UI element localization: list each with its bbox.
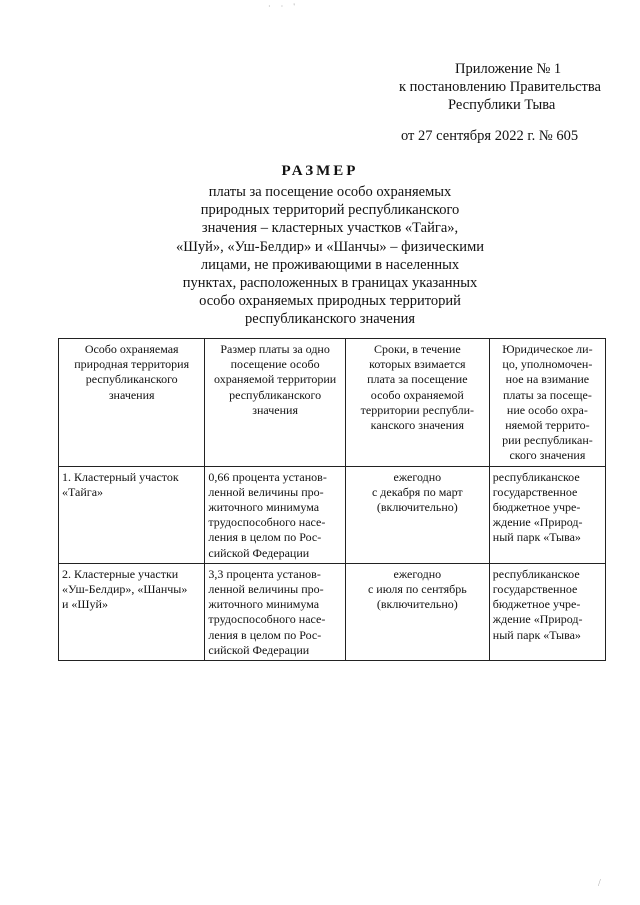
header-period [345,339,489,467]
appendix-line: Приложение № 1 [455,61,562,77]
cell-entity [489,563,605,660]
cell-line: ждение «Природ- [492,612,583,627]
fee-table [58,338,606,661]
header-line: канского значения [370,418,464,433]
header-line: Сроки, в течение [373,342,461,356]
header-line: особо охраняемой [370,387,464,402]
cell-line: сийской Федерации [208,642,310,657]
cell-line: «Уш-Белдир», «Шанчы» [62,582,188,597]
table-row [59,563,606,660]
header-line: ского значения [509,448,586,463]
cell-line: бюджетное учре- [492,597,581,612]
header-territory [59,339,205,467]
header-line: платы за посеще- [502,387,592,402]
subtitle-line: природных территорий республиканского [200,202,460,219]
cell-line: 3,3 процента установ- [208,566,321,581]
table-header-row [59,339,606,467]
cell-line: трудоспособного насе- [208,515,326,530]
cell-line: ленной величины про- [208,484,324,499]
header-entity [489,339,605,467]
document-subtitle [140,183,520,329]
cell-line: житочного минимума [208,597,320,612]
appendix-line: к постановлению Правительства [399,79,601,95]
cell-entity [489,466,605,563]
header-line: Размер платы за одно [220,342,330,356]
subtitle-line: платы за посещение особо охраняемых [208,184,452,200]
scan-artifact-top: · · ' [268,2,299,11]
header-line: рии республикан- [502,433,593,448]
header-line: плата за посещение [367,372,468,387]
cell-line: ленной величины про- [208,582,324,597]
cell-territory [59,563,205,660]
subtitle-line: пунктах, расположенных в границах указанных [182,275,478,292]
cell-line: бюджетное учре- [492,500,581,515]
subtitle-line: республиканского значения [244,311,416,328]
header-line: территории республи- [360,402,474,417]
header-line: значения [108,387,155,402]
header-line: республиканского [229,387,322,402]
header-line: цо, уполномочен- [502,357,593,372]
subtitle-line: значения – кластерных участков «Тайга», [201,220,459,237]
cell-line: ления в целом по Рос- [208,627,322,642]
cell-line: с июля по сентябрь [367,582,467,597]
cell-period [345,563,489,660]
header-line: охраняемой территории [214,372,337,387]
appendix-line: Республики Тыва [448,97,556,113]
subtitle-line: «Шуй», «Уш-Белдир» и «Шанчы» – физическими [175,238,485,255]
document-title: РАЗМЕР [281,163,359,179]
cell-line: республиканское [492,469,580,484]
cell-fee [205,466,345,563]
appendix-block [395,60,601,114]
header-line: которых взимается [369,357,466,372]
header-line: посещение особо [230,357,320,372]
cell-line: государственное [492,582,578,597]
cell-line: житочного минимума [208,500,320,515]
cell-line: и «Шуй» [62,597,108,612]
header-line: природная территория [74,357,190,372]
cell-line: государственное [492,484,578,499]
header-line: значения [252,402,298,417]
header-line: ное на взимание [505,372,590,387]
cell-line: ждение «Природ- [492,515,583,530]
cell-line: ежегодно [393,566,442,581]
cell-line: с декабря по март [371,484,463,499]
table-row [59,466,606,563]
cell-line: «Тайга» [62,484,104,499]
cell-line: ный парк «Тыва» [492,530,581,545]
header-fee [205,339,345,467]
scan-artifact-corner: / [598,878,601,889]
header-line: Особо охраняемая [84,342,179,356]
cell-line: 1. Кластерный участок [62,469,179,484]
header-line: Юридическое ли- [502,342,593,356]
cell-line: ежегодно [393,469,442,484]
header-line: ние особо охра- [506,402,588,417]
cell-line: сийской Федерации [208,545,310,560]
cell-line: трудоспособного насе- [208,612,326,627]
cell-line: ный парк «Тыва» [492,627,581,642]
cell-line: республиканское [492,566,580,581]
header-line: республиканского [85,372,178,387]
cell-period [345,466,489,563]
cell-line: (включительно) [376,500,458,515]
cell-line: (включительно) [376,597,458,612]
subtitle-line: особо охраняемых природных территорий [199,293,461,310]
cell-line: ления в целом по Рос- [208,530,322,545]
cell-fee [205,563,345,660]
subtitle-line: лицами, не проживающими в населенных [200,256,460,273]
cell-line: 0,66 процента установ- [208,469,327,484]
appendix-date: от 27 сентября 2022 г. № 605 [401,128,579,144]
header-line: няемой террито- [505,418,590,433]
cell-line: 2. Кластерные участки [62,566,179,581]
cell-territory [59,466,205,563]
